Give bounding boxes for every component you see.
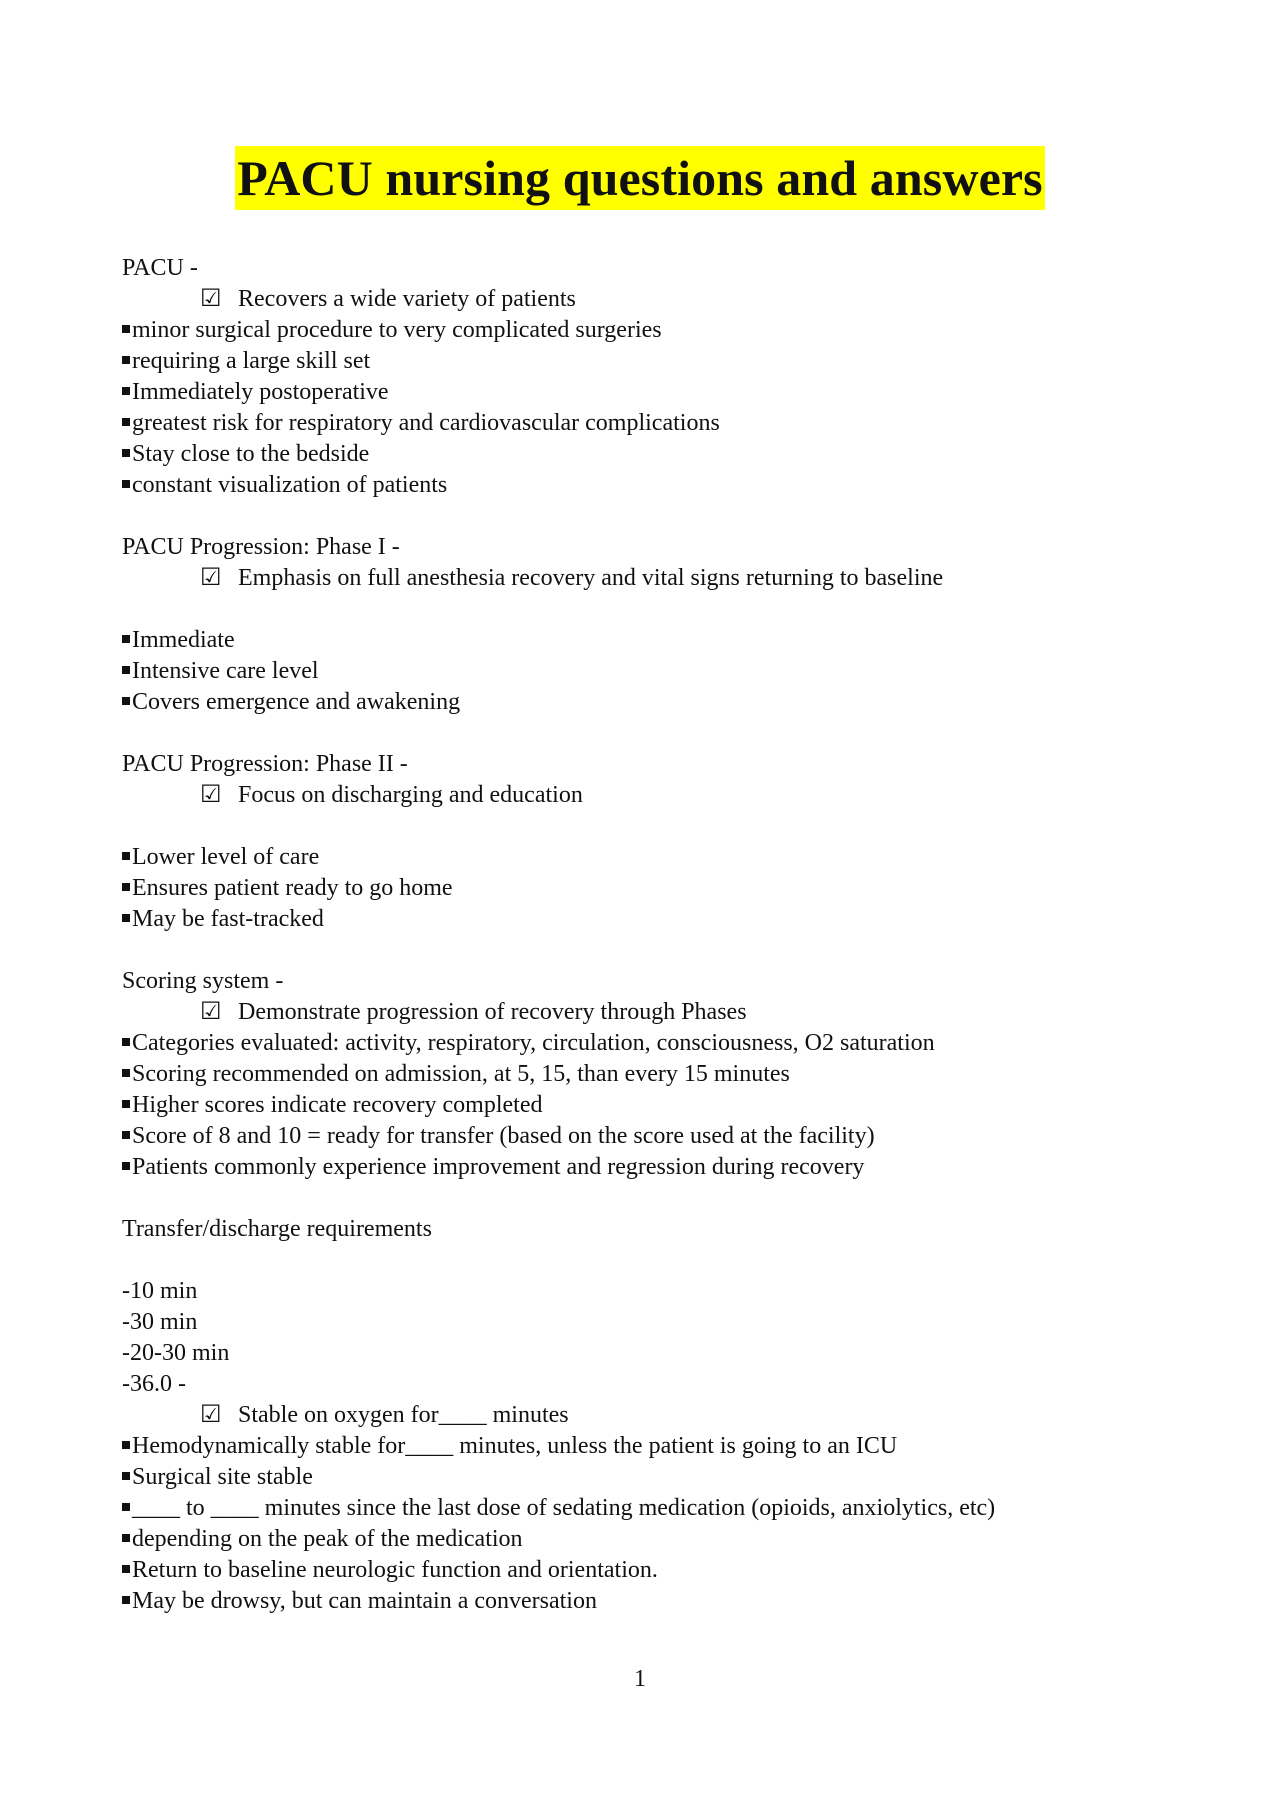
bullet-item: Stay close to the bedside <box>122 439 1202 470</box>
check-item <box>122 1400 1202 1431</box>
section-heading: PACU - <box>122 255 198 281</box>
bullet-item: Intensive care level <box>122 656 1202 687</box>
section-heading: Scoring system - <box>122 968 284 994</box>
bullet-item: Categories evaluated: activity, respiratory, circulation, consciousness, O2 saturation <box>122 1028 1202 1059</box>
bullet-item: constant visualization of patients <box>122 470 1202 501</box>
answer-line: -30 min <box>122 1309 198 1335</box>
section-heading: PACU Progression: Phase I - <box>122 534 400 560</box>
bullet-item: Covers emergence and awakening <box>122 687 1202 718</box>
spacer <box>122 811 1202 842</box>
bullet-item: Lower level of care <box>122 842 1202 873</box>
section-heading: PACU Progression: Phase II - <box>122 751 408 777</box>
answer-line: -10 min <box>122 1278 198 1304</box>
bullet-item: Surgical site stable <box>122 1462 1202 1493</box>
section-heading: Transfer/discharge requirements <box>122 1216 432 1242</box>
bullet-item: May be fast-tracked <box>122 904 1202 935</box>
bullet-item: May be drowsy, but can maintain a conversation <box>122 1586 1202 1617</box>
spacer <box>122 935 1202 966</box>
bullet-item: Immediately postoperative <box>122 377 1202 408</box>
check-item <box>122 997 1202 1028</box>
check-item <box>122 284 1202 315</box>
check-text: Recovers a wide variety of patients <box>238 286 576 312</box>
page-title: PACU nursing questions and answers <box>235 146 1044 210</box>
check-text: Demonstrate progression of recovery through Phases <box>238 999 747 1025</box>
bullet-item: Higher scores indicate recovery completed <box>122 1090 1202 1121</box>
page-number: 1 <box>634 1666 646 1692</box>
checkbox-icon: ☑ <box>200 565 222 591</box>
bullet-item: Score of 8 and 10 = ready for transfer (based on the score used at the facility) <box>122 1121 1202 1152</box>
spacer <box>122 594 1202 625</box>
checkbox-icon: ☑ <box>200 286 222 312</box>
check-item <box>122 563 1202 594</box>
check-text: Emphasis on full anesthesia recovery and vital signs returning to baseline <box>238 565 944 591</box>
check-text: Focus on discharging and education <box>238 782 583 808</box>
bullet-item: ____ to ____ minutes since the last dose of sedating medication (opioids, anxiolytics, etc) <box>122 1493 1202 1524</box>
document-body <box>122 253 1202 1617</box>
bullet-item: minor surgical procedure to very complicated surgeries <box>122 315 1202 346</box>
answer-line: -36.0 - <box>122 1371 186 1397</box>
bullet-item: Immediate <box>122 625 1202 656</box>
bullet-item: requiring a large skill set <box>122 346 1202 377</box>
bullet-item: Hemodynamically stable for____ minutes, unless the patient is going to an ICU <box>122 1431 1202 1462</box>
spacer <box>122 1183 1202 1214</box>
checkbox-icon: ☑ <box>200 782 222 808</box>
checkbox-icon: ☑ <box>200 1402 222 1428</box>
bullet-item: Return to baseline neurologic function and orientation. <box>122 1555 1202 1586</box>
title-container <box>0 146 1280 210</box>
answer-line: -20-30 min <box>122 1340 230 1366</box>
spacer <box>122 501 1202 532</box>
check-text: Stable on oxygen for____ minutes <box>238 1402 569 1428</box>
spacer <box>122 718 1202 749</box>
spacer <box>122 1245 1202 1276</box>
bullet-item: Scoring recommended on admission, at 5, 15, than every 15 minutes <box>122 1059 1202 1090</box>
bullet-item: Patients commonly experience improvement and regression during recovery <box>122 1152 1202 1183</box>
bullet-item: Ensures patient ready to go home <box>122 873 1202 904</box>
check-item <box>122 780 1202 811</box>
bullet-item: depending on the peak of the medication <box>122 1524 1202 1555</box>
bullet-item: greatest risk for respiratory and cardiovascular complications <box>122 408 1202 439</box>
checkbox-icon: ☑ <box>200 999 222 1025</box>
